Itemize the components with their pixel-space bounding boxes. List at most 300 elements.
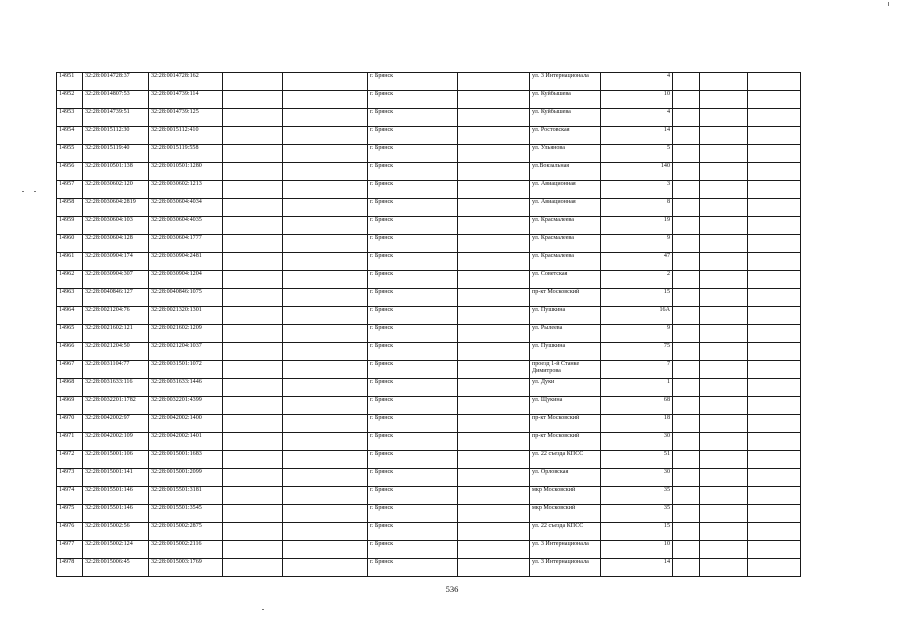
city-cell: г. Брянск [368, 181, 458, 199]
table-row [57, 361, 801, 379]
house-number-cell: 15 [601, 289, 673, 307]
cadastral-number-cell: 32:28:0010501:138 [83, 163, 149, 181]
house-number-cell: 47 [601, 253, 673, 271]
row-number-cell: 14978 [57, 559, 83, 577]
empty-cell [283, 433, 368, 451]
empty-cell [458, 559, 530, 577]
object-cadastral-number-cell: 32:28:0015501:3545 [149, 505, 223, 523]
empty-cell [700, 163, 748, 181]
cadastral-number-cell: 32:28:0021602:121 [83, 325, 149, 343]
empty-cell [673, 181, 700, 199]
city-cell: г. Брянск [368, 505, 458, 523]
cadastral-number-cell: 32:28:0030604:128 [83, 235, 149, 253]
empty-cell [283, 181, 368, 199]
cadastral-number-cell: 32:28:0014739:51 [83, 109, 149, 127]
table-row [57, 181, 801, 199]
empty-cell [673, 307, 700, 325]
table-row [57, 505, 801, 523]
object-cadastral-number-cell: 32:28:0014739:114 [149, 91, 223, 109]
street-cell: ул. Советская [530, 271, 601, 289]
scan-speck [888, 2, 889, 6]
empty-cell [748, 253, 801, 271]
empty-cell [283, 271, 368, 289]
street-cell: ул. Пушкина [530, 307, 601, 325]
empty-cell [748, 433, 801, 451]
row-number-cell: 14972 [57, 451, 83, 469]
cadastral-number-cell: 32:28:0015119:40 [83, 145, 149, 163]
empty-cell [748, 469, 801, 487]
street-cell: ул. 3 Интернационала [530, 541, 601, 559]
object-cadastral-number-cell: 32:28:0014739:125 [149, 109, 223, 127]
empty-cell [748, 541, 801, 559]
empty-cell [283, 289, 368, 307]
empty-cell [458, 253, 530, 271]
empty-cell [673, 73, 700, 91]
empty-cell [748, 73, 801, 91]
empty-cell [700, 271, 748, 289]
empty-cell [673, 505, 700, 523]
house-number-cell: 30 [601, 469, 673, 487]
street-cell: ул. Ульянова [530, 145, 601, 163]
empty-cell [673, 145, 700, 163]
empty-cell [700, 343, 748, 361]
empty-cell [223, 523, 283, 541]
table-row [57, 559, 801, 577]
city-cell: г. Брянск [368, 379, 458, 397]
empty-cell [700, 379, 748, 397]
street-cell: мкр Московский [530, 505, 601, 523]
row-number-cell: 14968 [57, 379, 83, 397]
empty-cell [283, 307, 368, 325]
table-row [57, 127, 801, 145]
row-number-cell: 14956 [57, 163, 83, 181]
empty-cell [283, 235, 368, 253]
empty-cell [700, 109, 748, 127]
city-cell: г. Брянск [368, 253, 458, 271]
empty-cell [748, 415, 801, 433]
object-cadastral-number-cell: 32:28:0031633:1446 [149, 379, 223, 397]
empty-cell [223, 289, 283, 307]
empty-cell [458, 487, 530, 505]
empty-cell [283, 325, 368, 343]
empty-cell [223, 451, 283, 469]
empty-cell [283, 91, 368, 109]
street-cell: ул. 22 съезда КПСС [530, 451, 601, 469]
empty-cell [458, 109, 530, 127]
empty-cell [283, 469, 368, 487]
row-number-cell: 14955 [57, 145, 83, 163]
house-number-cell: 51 [601, 451, 673, 469]
house-number-cell: 35 [601, 505, 673, 523]
empty-cell [748, 199, 801, 217]
table-row [57, 451, 801, 469]
empty-cell [458, 433, 530, 451]
empty-cell [748, 523, 801, 541]
city-cell: г. Брянск [368, 235, 458, 253]
empty-cell [673, 343, 700, 361]
street-cell: ул. Пушкина [530, 343, 601, 361]
empty-cell [223, 307, 283, 325]
empty-cell [458, 289, 530, 307]
house-number-cell: 9 [601, 325, 673, 343]
empty-cell [458, 163, 530, 181]
empty-cell [748, 127, 801, 145]
house-number-cell: 3 [601, 181, 673, 199]
empty-cell [700, 307, 748, 325]
empty-cell [223, 325, 283, 343]
empty-cell [223, 559, 283, 577]
empty-cell [748, 397, 801, 415]
object-cadastral-number-cell: 32:28:0031501:1072 [149, 361, 223, 379]
cadastral-register-table [56, 72, 801, 577]
empty-cell [673, 379, 700, 397]
object-cadastral-number-cell: 32:28:0010501:1280 [149, 163, 223, 181]
table-row [57, 325, 801, 343]
table-row [57, 217, 801, 235]
empty-cell [283, 559, 368, 577]
empty-cell [458, 523, 530, 541]
empty-cell [283, 379, 368, 397]
row-number-cell: 14974 [57, 487, 83, 505]
empty-cell [700, 127, 748, 145]
empty-cell [223, 199, 283, 217]
row-number-cell: 14962 [57, 271, 83, 289]
city-cell: г. Брянск [368, 199, 458, 217]
city-cell: г. Брянск [368, 217, 458, 235]
table-row [57, 199, 801, 217]
street-cell: ул. Куйбышева [530, 91, 601, 109]
object-cadastral-number-cell: 32:28:0042002:1401 [149, 433, 223, 451]
row-number-cell: 14960 [57, 235, 83, 253]
empty-cell [458, 199, 530, 217]
cadastral-number-cell: 32:28:0015006:45 [83, 559, 149, 577]
object-cadastral-number-cell: 32:28:0030604:4035 [149, 217, 223, 235]
cadastral-number-cell: 32:28:0014807:53 [83, 91, 149, 109]
cadastral-number-cell: 32:28:0030904:174 [83, 253, 149, 271]
row-number-cell: 14976 [57, 523, 83, 541]
empty-cell [283, 145, 368, 163]
table-row [57, 289, 801, 307]
table-row [57, 253, 801, 271]
empty-cell [700, 487, 748, 505]
house-number-cell: 15 [601, 523, 673, 541]
empty-cell [458, 541, 530, 559]
street-cell: пр-кт Московский [530, 415, 601, 433]
street-cell: ул. Авиационная [530, 199, 601, 217]
house-number-cell: 14 [601, 559, 673, 577]
empty-cell [223, 91, 283, 109]
empty-cell [673, 541, 700, 559]
row-number-cell: 14970 [57, 415, 83, 433]
city-cell: г. Брянск [368, 541, 458, 559]
row-number-cell: 14959 [57, 217, 83, 235]
city-cell: г. Брянск [368, 73, 458, 91]
empty-cell [748, 289, 801, 307]
street-cell: ул. 3 Интернационала [530, 559, 601, 577]
cadastral-number-cell: 32:28:0015002:56 [83, 523, 149, 541]
empty-cell [748, 181, 801, 199]
object-cadastral-number-cell: 32:28:0015001:1683 [149, 451, 223, 469]
cadastral-number-cell: 32:28:0014728:37 [83, 73, 149, 91]
cadastral-number-cell: 32:28:0030604:2819 [83, 199, 149, 217]
empty-cell [748, 145, 801, 163]
empty-cell [458, 181, 530, 199]
empty-cell [223, 181, 283, 199]
empty-cell [700, 253, 748, 271]
cadastral-number-cell: 32:28:0021204:50 [83, 343, 149, 361]
empty-cell [673, 397, 700, 415]
empty-cell [283, 217, 368, 235]
city-cell: г. Брянск [368, 289, 458, 307]
empty-cell [700, 145, 748, 163]
city-cell: г. Брянск [368, 559, 458, 577]
house-number-cell: 4 [601, 109, 673, 127]
empty-cell [458, 415, 530, 433]
cadastral-number-cell: 32:28:0042002:109 [83, 433, 149, 451]
house-number-cell: 8 [601, 199, 673, 217]
cadastral-number-cell: 32:28:0021204:76 [83, 307, 149, 325]
row-number-cell: 14952 [57, 91, 83, 109]
city-cell: г. Брянск [368, 163, 458, 181]
empty-cell [458, 91, 530, 109]
empty-cell [700, 91, 748, 109]
empty-cell [283, 253, 368, 271]
table-row [57, 109, 801, 127]
empty-cell [700, 505, 748, 523]
table-row [57, 433, 801, 451]
cadastral-number-cell: 32:28:0030604:103 [83, 217, 149, 235]
street-cell: ул. 3 Интернационала [530, 73, 601, 91]
empty-cell [458, 361, 530, 379]
empty-cell [283, 523, 368, 541]
object-cadastral-number-cell: 32:28:0030904:1204 [149, 271, 223, 289]
empty-cell [458, 235, 530, 253]
empty-cell [700, 541, 748, 559]
empty-cell [700, 199, 748, 217]
house-number-cell: 75 [601, 343, 673, 361]
empty-cell [700, 415, 748, 433]
street-cell: ул. 22 съезда КПСС [530, 523, 601, 541]
empty-cell [673, 289, 700, 307]
empty-cell [700, 469, 748, 487]
empty-cell [748, 271, 801, 289]
empty-cell [748, 109, 801, 127]
empty-cell [673, 199, 700, 217]
empty-cell [748, 307, 801, 325]
empty-cell [673, 91, 700, 109]
empty-cell [700, 433, 748, 451]
row-number-cell: 14951 [57, 73, 83, 91]
table-row [57, 415, 801, 433]
street-cell: ул.Вокзальная [530, 163, 601, 181]
street-cell: ул. Дуки [530, 379, 601, 397]
street-cell: мкр Московский [530, 487, 601, 505]
empty-cell [700, 217, 748, 235]
empty-cell [223, 433, 283, 451]
cadastral-number-cell: 32:28:0015112:30 [83, 127, 149, 145]
row-number-cell: 14977 [57, 541, 83, 559]
row-number-cell: 14958 [57, 199, 83, 217]
table-row [57, 523, 801, 541]
empty-cell [283, 415, 368, 433]
house-number-cell: 35 [601, 487, 673, 505]
house-number-cell: 7 [601, 361, 673, 379]
object-cadastral-number-cell: 32:28:0030904:2481 [149, 253, 223, 271]
empty-cell [283, 199, 368, 217]
empty-cell [700, 523, 748, 541]
empty-cell [458, 271, 530, 289]
house-number-cell: 18 [601, 415, 673, 433]
object-cadastral-number-cell: 32:28:0032201:4399 [149, 397, 223, 415]
street-cell: ул. Куйбышева [530, 109, 601, 127]
empty-cell [223, 487, 283, 505]
city-cell: г. Брянск [368, 523, 458, 541]
object-cadastral-number-cell: 32:28:0030604:1777 [149, 235, 223, 253]
city-cell: г. Брянск [368, 343, 458, 361]
empty-cell [283, 361, 368, 379]
empty-cell [283, 163, 368, 181]
house-number-cell: 4 [601, 73, 673, 91]
empty-cell [283, 451, 368, 469]
empty-cell [748, 325, 801, 343]
street-cell: проезд 1-й Станке Димитрова [530, 361, 601, 379]
empty-cell [748, 505, 801, 523]
street-cell: пр-кт Московский [530, 433, 601, 451]
empty-cell [673, 127, 700, 145]
house-number-cell: 10 [601, 541, 673, 559]
empty-cell [748, 487, 801, 505]
object-cadastral-number-cell: 32:28:0015002:2875 [149, 523, 223, 541]
empty-cell [673, 163, 700, 181]
cadastral-number-cell: 32:28:0031104:77 [83, 361, 149, 379]
cadastral-number-cell: 32:28:0031633:116 [83, 379, 149, 397]
table-row [57, 469, 801, 487]
empty-cell [673, 109, 700, 127]
row-number-cell: 14965 [57, 325, 83, 343]
empty-cell [223, 505, 283, 523]
empty-cell [700, 325, 748, 343]
empty-cell [748, 217, 801, 235]
table-row [57, 397, 801, 415]
street-cell: ул. Красмалеева [530, 235, 601, 253]
empty-cell [700, 559, 748, 577]
empty-cell [223, 127, 283, 145]
table-row [57, 379, 801, 397]
empty-cell [748, 451, 801, 469]
table-row [57, 343, 801, 361]
city-cell: г. Брянск [368, 397, 458, 415]
empty-cell [458, 127, 530, 145]
house-number-cell: 14 [601, 127, 673, 145]
row-number-cell: 14971 [57, 433, 83, 451]
object-cadastral-number-cell: 32:28:0021602:1209 [149, 325, 223, 343]
table-row [57, 145, 801, 163]
empty-cell [458, 307, 530, 325]
scan-speck [22, 191, 24, 192]
object-cadastral-number-cell: 32:28:0021320:1301 [149, 307, 223, 325]
empty-cell [673, 415, 700, 433]
empty-cell [673, 451, 700, 469]
empty-cell [748, 379, 801, 397]
page-number: 536 [445, 584, 459, 594]
street-cell: ул. Красмалеева [530, 217, 601, 235]
empty-cell [223, 397, 283, 415]
empty-cell [223, 415, 283, 433]
empty-cell [673, 325, 700, 343]
empty-cell [223, 469, 283, 487]
empty-cell [283, 109, 368, 127]
empty-cell [223, 235, 283, 253]
house-number-cell: 68 [601, 397, 673, 415]
empty-cell [700, 73, 748, 91]
cadastral-number-cell: 32:28:0030602:120 [83, 181, 149, 199]
empty-cell [700, 181, 748, 199]
street-cell: ул. Орловская [530, 469, 601, 487]
empty-cell [673, 253, 700, 271]
empty-cell [673, 235, 700, 253]
empty-cell [748, 163, 801, 181]
object-cadastral-number-cell: 32:28:0015119:558 [149, 145, 223, 163]
empty-cell [673, 217, 700, 235]
empty-cell [748, 91, 801, 109]
cadastral-number-cell: 32:28:0032201:1782 [83, 397, 149, 415]
empty-cell [223, 163, 283, 181]
empty-cell [223, 73, 283, 91]
empty-cell [223, 271, 283, 289]
empty-cell [283, 541, 368, 559]
empty-cell [223, 217, 283, 235]
table-row [57, 541, 801, 559]
table-row [57, 307, 801, 325]
street-cell: ул. Ростовская [530, 127, 601, 145]
house-number-cell: 10 [601, 91, 673, 109]
city-cell: г. Брянск [368, 469, 458, 487]
object-cadastral-number-cell: 32:28:0015003:1769 [149, 559, 223, 577]
city-cell: г. Брянск [368, 361, 458, 379]
street-cell: ул. Рылеева [530, 325, 601, 343]
table-row [57, 487, 801, 505]
row-number-cell: 14967 [57, 361, 83, 379]
object-cadastral-number-cell: 32:28:0015112:410 [149, 127, 223, 145]
house-number-cell: 9 [601, 235, 673, 253]
empty-cell [673, 271, 700, 289]
city-cell: г. Брянск [368, 145, 458, 163]
house-number-cell: 19 [601, 217, 673, 235]
empty-cell [458, 379, 530, 397]
empty-cell [283, 505, 368, 523]
empty-cell [673, 487, 700, 505]
empty-cell [748, 235, 801, 253]
empty-cell [458, 325, 530, 343]
object-cadastral-number-cell: 32:28:0030604:4034 [149, 199, 223, 217]
empty-cell [458, 73, 530, 91]
cadastral-number-cell: 32:28:0030904:307 [83, 271, 149, 289]
empty-cell [223, 343, 283, 361]
city-cell: г. Брянск [368, 271, 458, 289]
empty-cell [458, 145, 530, 163]
empty-cell [458, 397, 530, 415]
empty-cell [673, 433, 700, 451]
table-row [57, 91, 801, 109]
scan-speck [262, 609, 264, 610]
empty-cell [700, 235, 748, 253]
empty-cell [700, 289, 748, 307]
city-cell: г. Брянск [368, 109, 458, 127]
object-cadastral-number-cell: 32:28:0040846:1075 [149, 289, 223, 307]
city-cell: г. Брянск [368, 451, 458, 469]
city-cell: г. Брянск [368, 415, 458, 433]
empty-cell [223, 253, 283, 271]
